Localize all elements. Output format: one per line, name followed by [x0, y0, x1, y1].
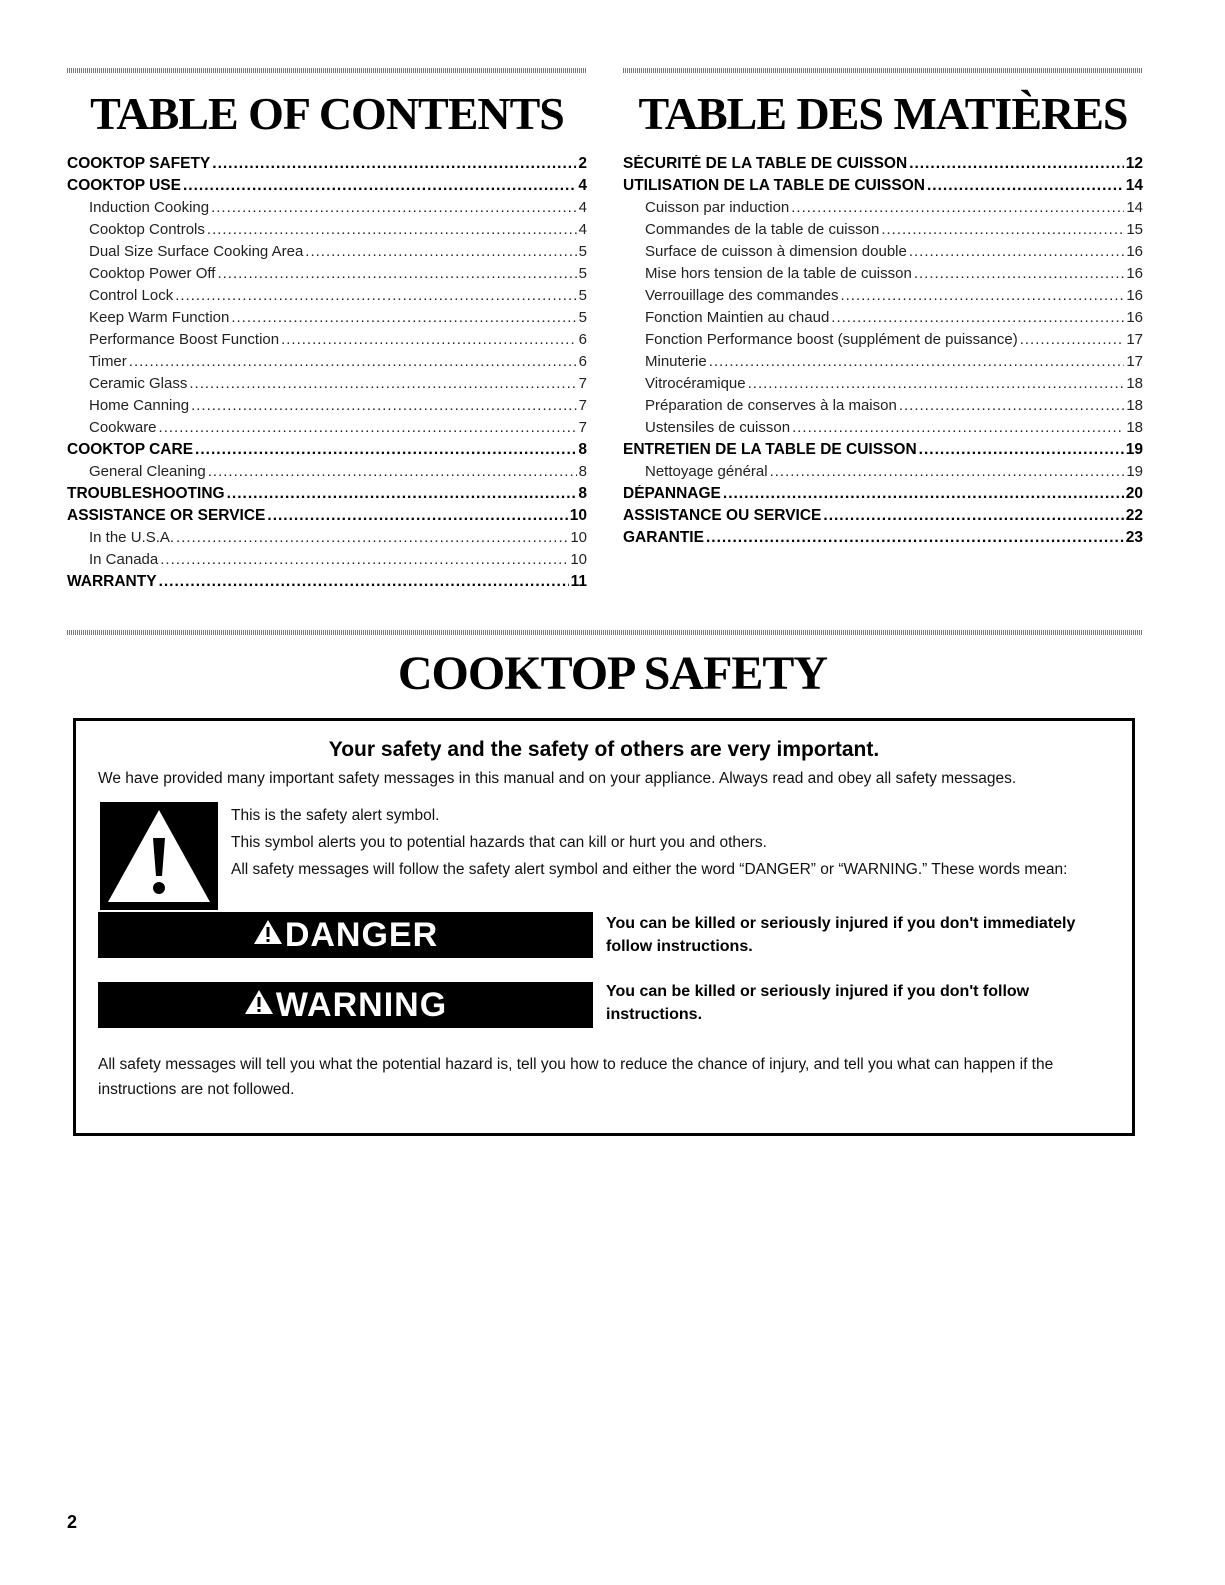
- toc-entry-page: 18: [1126, 419, 1143, 436]
- toc-entry-label: Home Canning: [89, 397, 190, 414]
- toc-entry-page: 2: [578, 155, 587, 172]
- toc-entry: [67, 221, 587, 243]
- toc-entry-label: Vitrocéramique: [645, 375, 746, 392]
- toc-entry-label: In the U.S.A.: [89, 529, 175, 546]
- toc-entry-page: 19: [1126, 463, 1143, 480]
- toc-entry-label: General Cleaning: [89, 463, 206, 480]
- toc-entry: [623, 309, 1143, 331]
- warning-banner: [98, 982, 593, 1028]
- toc-entry: [67, 309, 587, 331]
- toc-entry-page: 7: [578, 419, 587, 436]
- toc-entry-label: SÉCURITÉ DE LA TABLE DE CUISSON: [623, 155, 908, 172]
- toc-entry: [623, 199, 1143, 221]
- toc-leader-dots: [1020, 331, 1125, 348]
- toc-entry-label: ENTRETIEN DE LA TABLE DE CUISSON: [623, 441, 917, 458]
- toc-leader-dots: [212, 155, 576, 173]
- safety-heading: Your safety and the safety of others are very important.: [328, 738, 880, 761]
- toc-entry-page: 16: [1126, 243, 1143, 260]
- toc-entry: [623, 507, 1143, 529]
- toc-entry: [67, 243, 587, 265]
- divider-rule: [623, 68, 1143, 73]
- toc-entry: [623, 243, 1143, 265]
- toc-entry-page: 16: [1126, 265, 1143, 282]
- toc-entry: [67, 463, 587, 485]
- section-divider-rule: [67, 630, 1142, 635]
- toc-entry-page: 10: [570, 529, 587, 546]
- danger-label: DANGER: [284, 915, 439, 954]
- toc-leader-dots: [175, 287, 576, 304]
- toc-entry-label: COOKTOP SAFETY: [67, 155, 211, 172]
- toc-entry-page: 4: [578, 221, 587, 238]
- toc-entry: [623, 353, 1143, 375]
- toc-leader-dots: [281, 331, 577, 348]
- toc-entry-page: 11: [570, 573, 587, 590]
- toc-leader-dots: [195, 441, 576, 459]
- toc-entry-page: 16: [1126, 287, 1143, 304]
- toc-entry: [67, 287, 587, 309]
- toc-entry: [67, 507, 587, 529]
- toc-entry-page: 19: [1125, 441, 1143, 458]
- toc-entry-label: Cooktop Power Off: [89, 265, 216, 282]
- toc-entry-page: 5: [578, 309, 587, 326]
- toc-leader-dots: [159, 573, 569, 591]
- toc-entry: [623, 463, 1143, 485]
- section-title: COOKTOP SAFETY: [397, 647, 828, 700]
- toc-leader-dots: [792, 419, 1124, 436]
- toc-entry-label: Cooktop Controls: [89, 221, 205, 238]
- toc-leader-dots: [823, 507, 1123, 525]
- danger-description: You can be killed or seriously injured if you don't immediately follow instructions.: [606, 915, 1076, 955]
- toc-entry-page: 5: [578, 243, 587, 260]
- alert-explanation: [231, 804, 1071, 885]
- toc-entry: [67, 353, 587, 375]
- toc-entry-page: 8: [578, 463, 587, 480]
- toc-entry-label: Keep Warm Function: [89, 309, 230, 326]
- toc-entry-page: 7: [578, 397, 587, 414]
- safety-intro: We have provided many important safety messages in this manual and on your appliance. Always read and obey all safety messages.: [98, 770, 1017, 787]
- warning-label: WARNING: [275, 985, 448, 1024]
- toc-leader-dots: [881, 221, 1124, 238]
- toc-entry-label: Préparation de conserves à la maison: [645, 397, 897, 414]
- toc-entry-label: Ceramic Glass: [89, 375, 188, 392]
- toc-entry-label: Minuterie: [645, 353, 707, 370]
- toc-entry-label: WARRANTY: [67, 573, 157, 590]
- toc-entry-label: Performance Boost Function: [89, 331, 280, 348]
- toc-leader-dots: [129, 353, 577, 370]
- toc-entry: [67, 177, 587, 199]
- toc-entry: [623, 375, 1143, 397]
- toc-entry: [623, 155, 1143, 177]
- toc-title-french: TABLE DES MATIÈRES: [638, 88, 1128, 139]
- toc-entry-label: Timer: [89, 353, 127, 370]
- toc-leader-dots: [189, 375, 576, 392]
- toc-entry-label: Induction Cooking: [89, 199, 210, 216]
- toc-entry-page: 16: [1126, 309, 1143, 326]
- danger-row: [76, 912, 1132, 978]
- toc-entry-page: 17: [1126, 331, 1143, 348]
- toc-entry-page: 7: [578, 375, 587, 392]
- toc-entry-label: Fonction Maintien au chaud: [645, 309, 830, 326]
- toc-entry: [67, 155, 587, 177]
- alert-line: This is the safety alert symbol.: [231, 807, 440, 824]
- toc-leader-dots: [207, 221, 577, 238]
- toc-entry: [623, 419, 1143, 441]
- toc-entry-page: 4: [578, 177, 587, 194]
- toc-entry-label: Ustensiles de cuisson: [645, 419, 791, 436]
- toc-entry: [67, 551, 587, 573]
- toc-entry-page: 17: [1126, 353, 1143, 370]
- toc-entry-page: 14: [1125, 177, 1143, 194]
- safety-box: [73, 718, 1135, 1136]
- toc-leader-dots: [748, 375, 1125, 392]
- toc-entry-page: 8: [578, 441, 587, 458]
- toc-leader-dots: [831, 309, 1124, 326]
- toc-leader-dots: [160, 551, 568, 568]
- toc-entry: [67, 199, 587, 221]
- toc-entry: [623, 485, 1143, 507]
- toc-leader-dots: [899, 397, 1125, 414]
- toc-leader-dots: [909, 243, 1124, 260]
- toc-entry: [67, 419, 587, 441]
- toc-list-french: [623, 155, 1143, 551]
- toc-entry: [623, 397, 1143, 419]
- toc-entry-label: In Canada: [89, 551, 159, 568]
- warning-row: [76, 978, 1132, 1044]
- toc-entry-page: 23: [1125, 529, 1143, 546]
- toc-leader-dots: [927, 177, 1124, 195]
- alert-line: This symbol alerts you to potential hazards that can kill or hurt you and others.: [231, 834, 767, 851]
- toc-list-english: [67, 155, 587, 595]
- safety-footer-text: All safety messages will tell you what the potential hazard is, tell you how to reduce the chance of injury, and tell you what can happen if the instructions are not followed.: [98, 1056, 1054, 1098]
- toc-entry: [67, 331, 587, 353]
- toc-entry: [623, 221, 1143, 243]
- toc-entry: [623, 177, 1143, 199]
- toc-entry-label: Mise hors tension de la table de cuisson: [645, 265, 912, 282]
- toc-french: [623, 68, 1143, 551]
- toc-entry-page: 6: [578, 331, 587, 348]
- alert-line: All safety messages will follow the safety alert symbol and either the word “DANGER” or “WARNING.” These words mean:: [231, 861, 1068, 878]
- alert-symbol-row: [76, 802, 1132, 912]
- warning-triangle-icon: [253, 916, 283, 955]
- toc-entry: [67, 573, 587, 595]
- toc-leader-dots: [706, 529, 1124, 547]
- toc-entry-page: 12: [1125, 155, 1143, 172]
- toc-entry-page: 18: [1126, 375, 1143, 392]
- toc-entry-page: 4: [578, 199, 587, 216]
- toc-entry-label: ASSISTANCE OR SERVICE: [67, 507, 266, 524]
- toc-title-english: TABLE OF CONTENTS: [90, 88, 564, 139]
- toc-leader-dots: [909, 155, 1124, 173]
- toc-entry-label: TROUBLESHOOTING: [67, 485, 225, 502]
- toc-leader-dots: [211, 199, 577, 216]
- toc-entry-label: GARANTIE: [623, 529, 704, 546]
- toc-entry: [623, 441, 1143, 463]
- toc-leader-dots: [191, 397, 577, 414]
- toc-entry: [67, 375, 587, 397]
- toc-entry-page: 6: [578, 353, 587, 370]
- toc-leader-dots: [208, 463, 577, 480]
- toc-entry-label: COOKTOP CARE: [67, 441, 194, 458]
- toc-entry-label: DÉPANNAGE: [623, 485, 721, 502]
- toc-leader-dots: [217, 265, 576, 282]
- toc-entry: [67, 397, 587, 419]
- toc-entry-label: Commandes de la table de cuisson: [645, 221, 880, 238]
- toc-leader-dots: [176, 529, 568, 546]
- warning-description: You can be killed or seriously injured if you don't follow instructions.: [606, 983, 1030, 1023]
- toc-entry-page: 14: [1126, 199, 1143, 216]
- toc-leader-dots: [267, 507, 567, 525]
- toc-leader-dots: [227, 485, 577, 503]
- toc-entry-label: Cookware: [89, 419, 157, 436]
- toc-entry-label: Verrouillage des commandes: [645, 287, 839, 304]
- toc-entry-page: 15: [1126, 221, 1143, 238]
- toc-entry-label: ASSISTANCE OU SERVICE: [623, 507, 822, 524]
- toc-entry-label: Surface de cuisson à dimension double: [645, 243, 907, 260]
- toc-leader-dots: [231, 309, 576, 326]
- page-number: 2: [67, 1512, 78, 1532]
- toc-leader-dots: [840, 287, 1124, 304]
- toc-entry: [67, 485, 587, 507]
- toc-entry-label: Nettoyage général: [645, 463, 768, 480]
- toc-leader-dots: [914, 265, 1124, 282]
- warning-triangle-icon: [100, 802, 218, 910]
- toc-entry-page: 22: [1125, 507, 1143, 524]
- toc-leader-dots: [159, 419, 577, 436]
- toc-entry-label: Fonction Performance boost (supplément de puissance): [645, 331, 1018, 348]
- toc-entry: [67, 441, 587, 463]
- toc-entry: [623, 265, 1143, 287]
- toc-entry-page: 18: [1126, 397, 1143, 414]
- toc-entry-page: 8: [578, 485, 587, 502]
- danger-banner: [98, 912, 593, 958]
- toc-leader-dots: [723, 485, 1124, 503]
- toc-entry: [623, 529, 1143, 551]
- toc-leader-dots: [305, 243, 576, 260]
- toc-entry: [623, 331, 1143, 353]
- toc-entry-label: Dual Size Surface Cooking Area: [89, 243, 304, 260]
- toc-entry-page: 5: [578, 265, 587, 282]
- toc-leader-dots: [770, 463, 1125, 480]
- toc-leader-dots: [791, 199, 1124, 216]
- toc-leader-dots: [709, 353, 1125, 370]
- toc-english: [67, 68, 587, 595]
- toc-entry-page: 10: [569, 507, 587, 524]
- toc-entry-label: Cuisson par induction: [645, 199, 790, 216]
- toc-entry: [67, 529, 587, 551]
- toc-entry-label: UTILISATION DE LA TABLE DE CUISSON: [623, 177, 925, 194]
- warning-triangle-icon: [244, 986, 274, 1025]
- toc-entry: [67, 265, 587, 287]
- toc-entry-page: 5: [578, 287, 587, 304]
- toc-entry-page: 10: [570, 551, 587, 568]
- toc-leader-dots: [919, 441, 1124, 459]
- toc-entry-page: 20: [1125, 485, 1143, 502]
- toc-entry-label: Control Lock: [89, 287, 174, 304]
- divider-rule: [67, 68, 587, 73]
- toc-entry-label: COOKTOP USE: [67, 177, 181, 194]
- toc-leader-dots: [183, 177, 576, 195]
- toc-entry: [623, 287, 1143, 309]
